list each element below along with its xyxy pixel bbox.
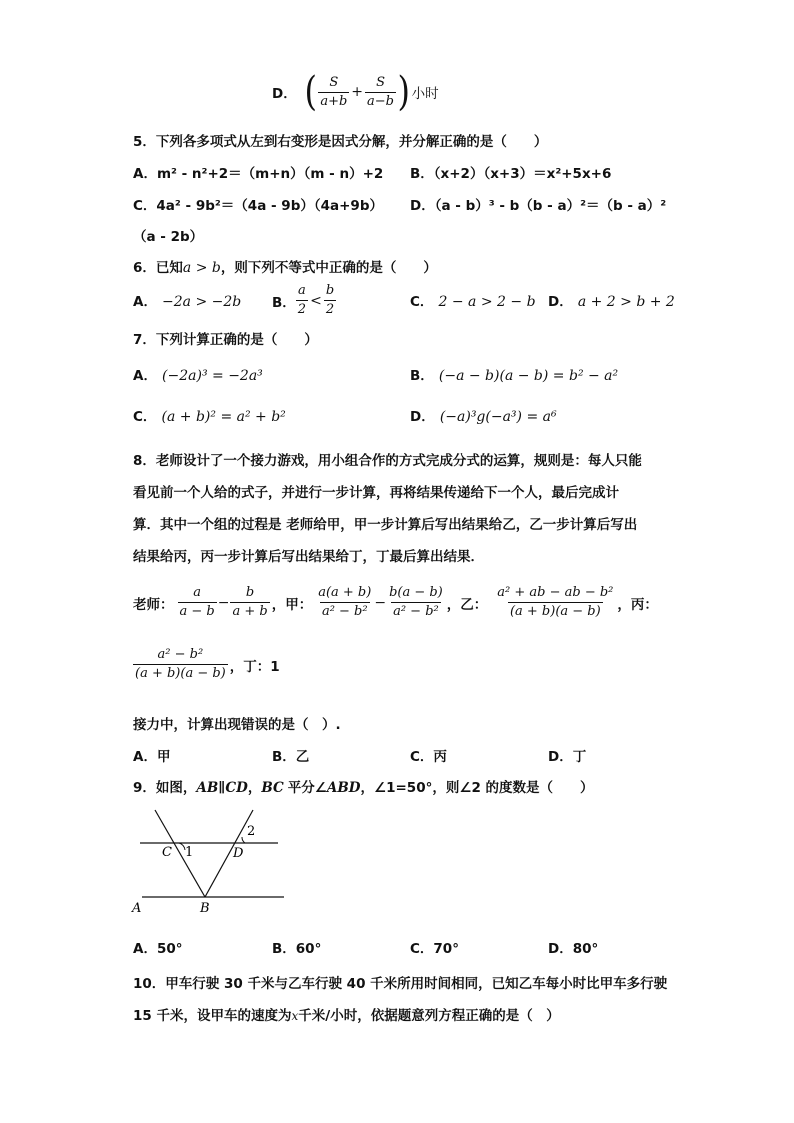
- q5-option-a: A．m² - n²+2＝（m+n）（m - n）+2: [133, 166, 384, 182]
- q4-frac1-den: a+b: [320, 93, 348, 109]
- q9-stem-ab-cd: AB∥CD: [196, 780, 248, 796]
- q8-ding-label: ，丁：1: [229, 658, 280, 675]
- q5-option-d-cont: （a - 2b）: [133, 229, 204, 245]
- q5-option-b: B．（x+2）（x+3）＝x²+5x+6: [410, 166, 612, 182]
- q8-bing-label: ，丙：: [617, 596, 658, 613]
- q9-option-c: C．70°: [410, 941, 459, 957]
- q8-yi-frac-num: a² + ab − ab − b²: [497, 585, 614, 600]
- q8-line-2: 看见前一个人给的式子，并进行一步计算，再将结果传递给下一个人，最后完成计: [133, 485, 619, 501]
- q6-b-frac-1: [296, 282, 308, 319]
- q9-stem-angle1: ，∠1=50°，则∠2 的度数是（ ）: [360, 780, 594, 796]
- q8-teacher-label: 老师：: [133, 596, 174, 613]
- q4-frac2-num: S: [376, 74, 385, 90]
- q7-option-c: [133, 405, 286, 425]
- point-a-label: A: [132, 901, 142, 916]
- q8-yi-frac: [495, 584, 615, 621]
- q7-stem: 7．下列计算正确的是（ ）: [133, 332, 318, 348]
- q6-c-math: 2 − a > 2 − b: [438, 294, 536, 310]
- q10-line2-post: 千米/小时，依据题意列方程正确的是（ ）: [298, 1008, 560, 1024]
- q8-yi-label: ，乙：: [446, 596, 488, 613]
- q4-d-label: D．: [272, 86, 297, 102]
- q6-option-d: [548, 290, 675, 310]
- q8-relay-expressions: [133, 584, 658, 621]
- q8-option-c: C．丙: [410, 749, 447, 765]
- q8-bing-frac-den: (a + b)(a − b): [135, 666, 226, 681]
- q6-option-c: [410, 290, 536, 310]
- left-paren: (: [304, 69, 317, 115]
- q8-teacher-frac1-num: a: [193, 585, 201, 600]
- q8-teacher-frac-1: [178, 584, 217, 621]
- angle-2-arc: [242, 837, 245, 843]
- q7-a-label: A．: [133, 368, 157, 384]
- q6-option-b: [272, 282, 336, 319]
- q8-bing-frac-num: a² − b²: [157, 647, 204, 662]
- q7-b-label: B．: [410, 368, 434, 384]
- q6-option-a: [133, 290, 241, 310]
- q10-line2-pre: 15 千米，设甲车的速度为: [133, 1008, 292, 1024]
- q7-d-label: D．: [410, 409, 435, 425]
- point-b-label: B: [200, 901, 210, 916]
- q5-option-c: C．4a² - 9b²＝（4a - 9b）（4a+9b）: [133, 198, 383, 214]
- angle-2-label: 2: [247, 824, 256, 839]
- q8-jia-frac1-num: a(a + b): [318, 585, 372, 600]
- q6-b-frac1-num: a: [298, 283, 306, 298]
- point-c-label: C: [162, 845, 172, 860]
- q6-stem-math: a > b: [182, 260, 221, 276]
- q4-frac-2: [365, 74, 396, 111]
- q8-yi-frac-den: (a + b)(a − b): [509, 604, 601, 619]
- q7-a-math: (−2a)³ = −2a³: [162, 368, 263, 384]
- q8-question: 接力中，计算出现错误的是（ ）.: [133, 717, 341, 733]
- q6-a-label: A．: [133, 294, 157, 310]
- q8-line-3: 算．其中一个组的过程是 老师给甲，甲一步计算后写出结果给乙，乙一步计算后写出: [133, 517, 638, 533]
- q10-line2-x: x: [291, 1009, 299, 1023]
- q4-d-unit: 小时: [411, 86, 439, 102]
- q9-stem: [133, 776, 594, 796]
- q8-jia-frac-1: [316, 584, 373, 621]
- q8-teacher-frac1-den: a − b: [179, 604, 215, 619]
- q6-b-frac2-den: 2: [325, 302, 335, 317]
- q7-c-label: C．: [133, 409, 157, 425]
- q10-line-1: 10．甲车行驶 30 千米与乙车行驶 40 千米所用时间相同，已知乙车每小时比甲车多行驶: [133, 976, 668, 992]
- q7-option-b: [410, 364, 618, 384]
- q6-d-math: a + 2 > b + 2: [577, 294, 675, 310]
- q7-option-d: [410, 405, 557, 425]
- q4-frac1-num: S: [329, 74, 339, 90]
- q8-option-b: B．乙: [272, 749, 310, 765]
- q6-a-math: −2a > −2b: [162, 294, 242, 310]
- q6-stem: [133, 256, 437, 276]
- right-paren: ): [397, 69, 411, 115]
- q8-bing-expression: [133, 646, 280, 683]
- q9-stem-bisect: 平分∠: [287, 780, 327, 796]
- q6-d-label: D．: [548, 294, 573, 310]
- q7-d-math: (−a)³g(−a³) = a⁶: [439, 409, 557, 425]
- q8-jia-frac2-den: a² − b²: [393, 604, 439, 619]
- q6-b-label: B．: [272, 294, 296, 311]
- q6-c-label: C．: [410, 294, 434, 310]
- q7-b-math: (−a − b)(a − b) = b² − a²: [438, 368, 619, 384]
- q4-frac2-den: a−b: [367, 93, 394, 109]
- q4-option-d: [272, 70, 439, 114]
- q5-stem: 5．下列各多项式从左到右变形是因式分解，并分解正确的是（ ）: [133, 134, 548, 150]
- q6-stem-pre: 6．已知: [133, 260, 183, 276]
- q9-figure: [128, 808, 288, 918]
- q5-option-d: D．（a - b）³ - b（b - a）²＝（b - a）²: [410, 198, 667, 214]
- q4-frac-1: [318, 74, 349, 111]
- q9-option-a: A．50°: [133, 941, 183, 957]
- point-d-label: D: [233, 846, 244, 861]
- q8-bing-frac: [133, 646, 228, 683]
- q8-line-1: 8．老师设计了一个接力游戏，用小组合作的方式完成分式的运算，规则是：每人只能: [133, 453, 642, 469]
- q6-b-frac-2: [324, 282, 336, 319]
- q9-stem-pre: 9．如图，: [133, 780, 197, 796]
- q8-teacher-frac2-num: b: [245, 585, 255, 600]
- angle-1-label: 1: [185, 845, 194, 860]
- q8-jia-label: ，甲：: [271, 596, 313, 613]
- q8-option-a: A．甲: [133, 749, 171, 765]
- q4-plus: +: [351, 84, 364, 100]
- q6-b-lt: <: [310, 292, 322, 309]
- q8-jia-frac-2: [387, 584, 445, 621]
- q9-stem-mid: ，: [247, 780, 262, 796]
- q8-line-4: 结果给丙，丙一步计算后写出结果给丁，丁最后算出结果．: [133, 549, 484, 565]
- q8-option-d: D．丁: [548, 749, 587, 765]
- q9-option-b: B．60°: [272, 941, 322, 957]
- q7-option-a: [133, 364, 263, 384]
- q9-stem-bc: BC: [261, 780, 284, 796]
- q8-teacher-minus: −: [217, 594, 230, 611]
- q8-jia-minus: −: [374, 594, 387, 611]
- q7-c-math: (a + b)² = a² + b²: [161, 409, 286, 425]
- q6-stem-post: ，则下列不等式中正确的是（ ）: [220, 260, 437, 276]
- q8-jia-frac2-num: b(a − b): [389, 585, 443, 600]
- q8-teacher-frac-2: [230, 584, 269, 621]
- q9-stem-abd: ABD: [326, 780, 361, 796]
- q8-jia-frac1-den: a² − b²: [321, 604, 368, 619]
- line-bd: [205, 810, 256, 897]
- q6-b-frac2-num: b: [325, 283, 335, 298]
- q8-teacher-frac2-den: a + b: [232, 604, 268, 619]
- q6-b-frac1-den: 2: [297, 302, 307, 317]
- q9-option-d: D．80°: [548, 941, 599, 957]
- q10-line-2: [133, 1004, 560, 1024]
